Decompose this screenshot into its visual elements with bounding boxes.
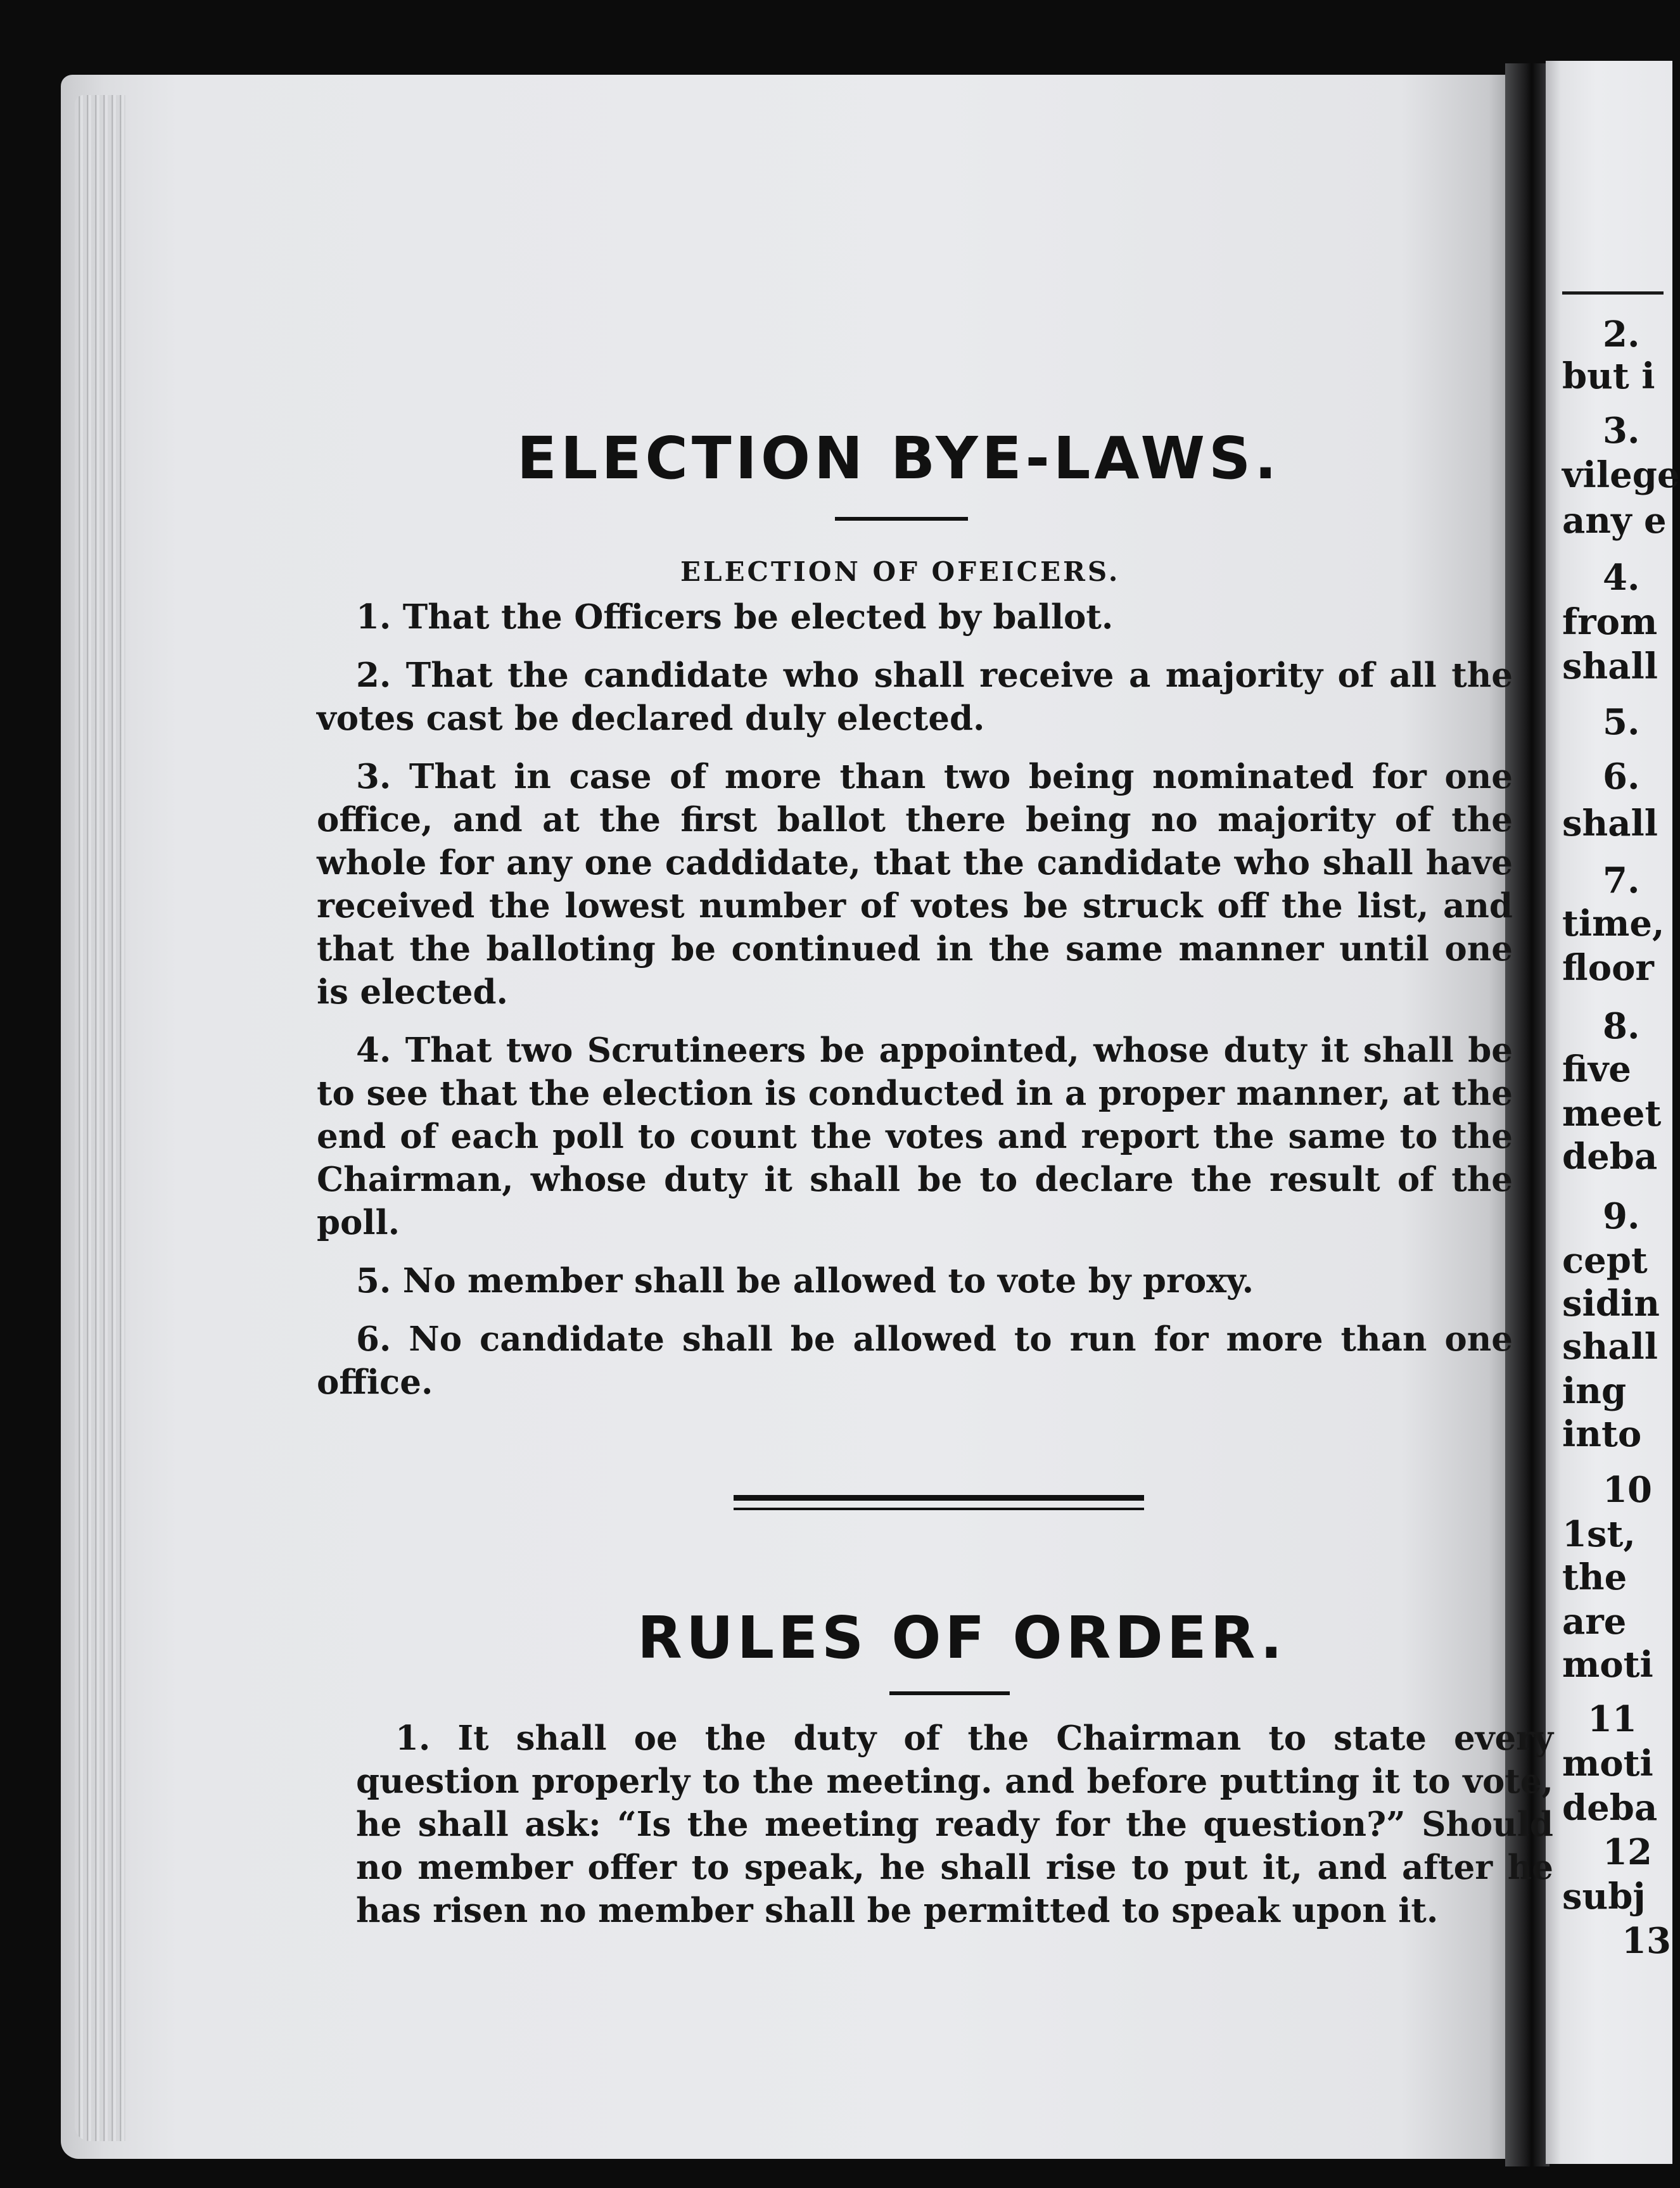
right-fragment: 2. — [1603, 314, 1640, 355]
right-fragment: subj — [1562, 1876, 1646, 1918]
section-divider-thick — [734, 1495, 1144, 1501]
election-item-6: 6. No candidate shall be allowed to run for more than one office. — [317, 1320, 1513, 1402]
election-of-officers-subheading: ELECTION OF OFEICERS. — [680, 556, 1121, 587]
right-fragment: ing — [1562, 1370, 1627, 1412]
right-fragment: 4. — [1603, 557, 1640, 599]
right-fragment: floor — [1562, 947, 1654, 989]
right-fragment: time, — [1562, 903, 1665, 945]
right-fragment: 11 — [1588, 1698, 1637, 1740]
right-fragment: are — [1562, 1601, 1627, 1643]
election-item-5: 5. No member shall be allowed to vote by proxy. — [356, 1261, 1254, 1301]
election-bye-laws-body — [317, 595, 1513, 1419]
right-fragment: 13 — [1622, 1920, 1671, 1962]
right-fragment: shall — [1562, 1326, 1658, 1368]
right-fragment: 10 — [1603, 1469, 1652, 1511]
right-fragment: 8. — [1603, 1005, 1640, 1047]
right-fragment: meet — [1562, 1093, 1662, 1135]
election-item-4: 4. That two Scrutineers be appointed, whose duty it shall be to see that the election is conducted in a proper manner, at the end of each poll to count the votes and report the same to the Chairman, whose duty it shall be to declare the result of the poll. — [317, 1031, 1513, 1242]
right-fragment: 6. — [1603, 756, 1640, 798]
election-bye-laws-heading: ELECTION BYE-LAWS. — [517, 424, 1281, 492]
right-fragment: shall — [1562, 646, 1658, 687]
right-fragment: 12 — [1603, 1831, 1652, 1873]
section-divider-thin — [734, 1508, 1144, 1510]
right-fragment: 7. — [1603, 860, 1640, 901]
right-fragment: 5. — [1603, 701, 1640, 743]
rules-of-order-body — [356, 1717, 1553, 1947]
right-fragment: 3. — [1603, 410, 1640, 452]
right-fragment: 9. — [1603, 1195, 1640, 1237]
right-page-rule — [1562, 291, 1664, 295]
right-fragment: from — [1562, 601, 1658, 643]
right-fragment: moti — [1562, 1644, 1653, 1686]
right-fragment: the — [1562, 1556, 1627, 1598]
right-fragment: moti — [1562, 1743, 1653, 1784]
rules-heading-rule — [889, 1691, 1010, 1695]
election-item-3: 3. That in case of more than two being nominated for one office, and at the first ballot there being no majority of the whole for any one caddidate, that the candidate who shall have received the lowest number of votes be struck off the list, and that the balloting be continued in the same manner until one is elected. — [317, 757, 1513, 1012]
rules-of-order-heading: RULES OF ORDER. — [637, 1604, 1287, 1672]
election-item-1: 1. That the Officers be elected by ballot. — [356, 597, 1114, 637]
right-fragment: sidin — [1562, 1283, 1660, 1325]
right-fragment: but i — [1562, 355, 1655, 397]
page-edges — [75, 95, 125, 2141]
election-item-2: 2. That the candidate who shall receive a majority of all the votes cast be declared duly elected. — [317, 656, 1513, 738]
right-fragment: deba — [1562, 1787, 1658, 1829]
right-fragment: cept — [1562, 1240, 1648, 1282]
right-fragment: any e — [1562, 500, 1667, 542]
rules-item-1: 1. It shall oe the duty of the Chairman to state every question properly to the meeting. and before putting it to vote, he shall ask: “Is the meeting ready for the question?” Should no member offer to speak, he shall rise to put it, and after he has risen no member shall be permitted to speak upon it. — [356, 1719, 1553, 1930]
right-fragment: into — [1562, 1413, 1642, 1455]
right-fragment: shall — [1562, 803, 1658, 844]
right-fragment: vilege — [1562, 454, 1680, 496]
heading-rule-short — [835, 517, 968, 521]
right-fragment: deba — [1562, 1136, 1658, 1178]
right-fragment: 1st, — [1562, 1513, 1636, 1555]
right-fragment: five — [1562, 1048, 1631, 1090]
